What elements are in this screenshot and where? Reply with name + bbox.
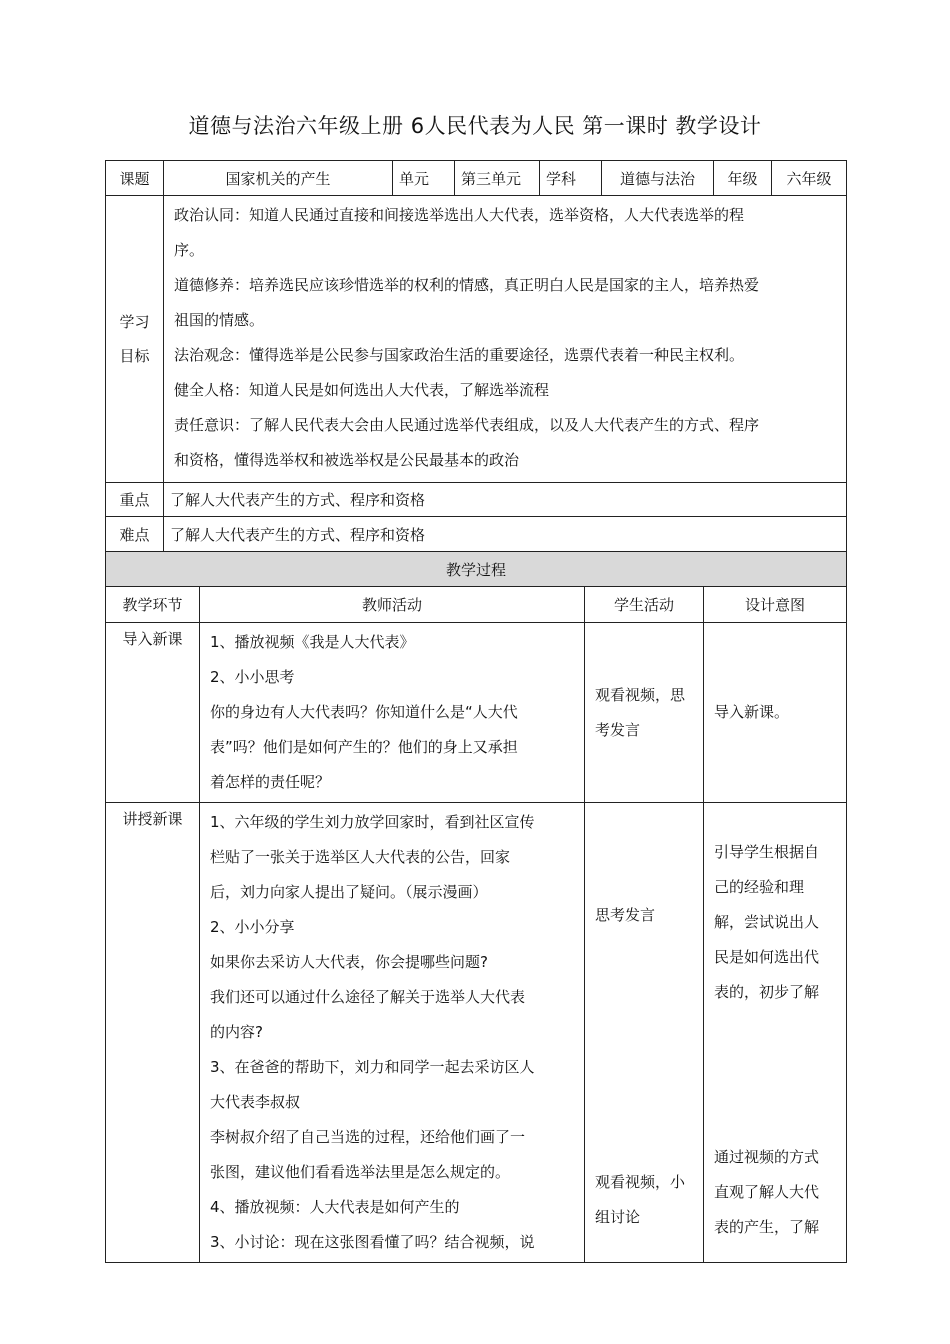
unit-value: 第三单元 [455,161,540,196]
key-point-value: 了解人大代表产生的方式、程序和资格 [164,483,847,517]
col-intent: 设计意图 [704,587,847,623]
stage-cell: 导入新课 [106,623,200,803]
difficulty-value: 了解人大代表产生的方式、程序和资格 [164,517,847,552]
grade-value: 六年级 [772,161,847,196]
subject-value: 道德与法治 [602,161,714,196]
key-point-row [106,483,847,517]
subject-label: 学科 [540,161,602,196]
process-heading: 教学过程 [106,552,847,587]
table-row [106,623,847,803]
page-title: 道德与法治六年级上册 6人民代表为人民 第一课时 教学设计 [188,114,762,138]
objectives-text: 政治认同：知道人民通过直接和间接选举选出人大代表，选举资格，人大代表选举的程 序。 道德修养：培养选民应该珍惜选举的权利的情感，真正明白人民是国家的主人，培养热爱 祖国的情感。 法治观念：懂得选举是公民参与国家政治生活的重要途径，选票代表着一种民主权利。 健全人格：知道人民是如何选出人大代表，了解选举流程 责任意识：了解人民代表大会由人民通过选举代表组成，以及人大代表产生的方式、程序 和资格，懂得选举权和被选举权是公民最基本的政治 [164,196,847,483]
design-intent: 引导学生根据自 己的经验和理 解，尝试说出人 民是如何选出代 表的，初步了解 通过视频的方式 直观了解人大代 表的产生，了解 [704,803,847,1263]
difficulty-row [106,517,847,552]
unit-label: 单元 [393,161,455,196]
objectives-row [106,196,847,483]
design-intent: 导入新课。 [704,623,847,803]
process-table [105,551,847,1263]
process-heading-row [106,552,847,587]
student-activity: 思考发言 观看视频，小 组讨论 [585,803,704,1263]
teacher-activity: 1、六年级的学生刘力放学回家时，看到社区宣传 栏贴了一张关于选举区人大代表的公告，回家 后，刘力向家人提出了疑问。（展示漫画） 2、小小分享 如果你去采访人大代表，你会提哪些问题? 我们还可以通过什么途径了解关于选举人大代表 的内容? 3、在爸爸的帮助下，刘力和同学一起去采访区人 大代表李叔叔 李树叔介绍了自己当选的过程，还给他们画了一 张图，建议他们看看选举法里是怎么规定的。 4、播放视频：人大代表是如何产生的 3、小讨论：现在这张图看懂了吗？结合视频，说 [200,803,585,1263]
col-student: 学生活动 [585,587,704,623]
topic-value: 国家机关的产生 [164,161,393,196]
stage-cell: 讲授新课 [106,803,200,1263]
header-row [106,161,847,196]
topic-label: 课题 [106,161,164,196]
process-columns-row [106,587,847,623]
difficulty-label: 难点 [106,517,164,552]
col-stage: 教学环节 [106,587,200,623]
col-teacher: 教师活动 [200,587,585,623]
student-activity: 观看视频，思 考发言 [585,623,704,803]
key-point-label: 重点 [106,483,164,517]
info-table [105,160,847,552]
grade-label: 年级 [714,161,772,196]
teacher-activity: 1、播放视频《我是人大代表》 2、小小思考 你的身边有人大代表吗？你知道什么是“人大代 表”吗？他们是如何产生的？他们的身上又承担 着怎样的责任呢？ [200,623,585,803]
table-row [106,803,847,1263]
objectives-label: 学习 目标 [106,196,164,483]
